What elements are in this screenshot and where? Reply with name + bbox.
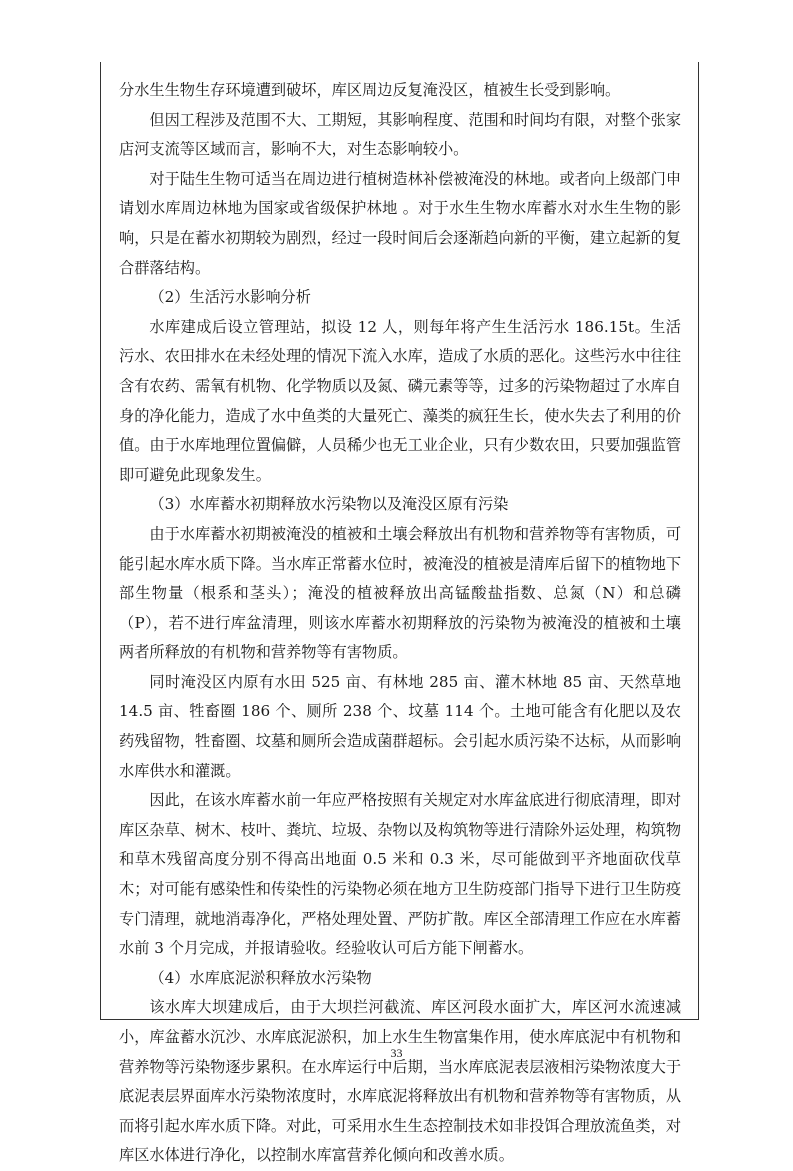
section-heading-sediment: （4）水库底泥淤积释放水污染物 [149,968,372,987]
paragraph-reservoir-cleanup: 因此，在该水库蓄水前一年应严格按照有关规定对水库盆底进行彻底清理，即对库区杂草、树木、枝叶、粪坑、垃圾、杂物以及构筑物等进行清除外运处理，构筑物和草木残留高度分别不得高出地面 0.5 米和 0.3 米，尽可能做到平齐地面砍伐草木；对可能有感染性和传染性的污染物必须在地方卫生防疫部门指导下进行卫生防疫专门清理，就地消毒净化，严格处理处置、严防扩散。库区全部清理工作应在水库蓄水前 3 个月完成，并报请验收。经验收认可后方能下闸蓄水。 [119,791,681,958]
paragraph-inundated-area: 同时淹没区内原有水田 525 亩、有林地 285 亩、灌木林地 85 亩、天然草地 14.5 亩、牲畜圈 186 个、厕所 238 个、坟墓 114 个。土地可能含有化肥以及农药残留物，牲畜圈、坟墓和厕所会造成菌群超标。会引起水质污染不达标，从而影响水库供水和灌溉。 [119,672,681,780]
paragraph-impact-scope: 但因工程涉及范围不大、工期短，其影响程度、范围和时间均有限，对整个张家店河支流等区域而言，影响不大，对生态影响较小。 [119,110,681,159]
paragraph-continuation: 分水生生物生存环境遭到破坏，库区周边反复淹没区，植被生长受到影响。 [119,81,621,99]
paragraph-initial-storage: 由于水库蓄水初期被淹没的植被和土壤会释放出有机物和营养物等有害物质，可能引起水库水质下降。当水库正常蓄水位时，被淹没的植被是清库后留下的植物地下部生物量（根系和茎头）；淹没的植被释放出高锰酸盐指数、总氮（N）和总磷（P），若不进行库盆清理，则该水库蓄水初期释放的污染物为被淹没的植被和土壤两者所释放的有机物和营养物等有害物质。 [119,524,681,662]
paragraph-domestic-sewage: 水库建成后设立管理站，拟设 12 人，则每年将产生生活污水 186.15t。生活污水、农田排水在未经处理的情况下流入水库，造成了水质的恶化。这些污水中往往含有农药、需氧有机物、化学物质以及氮、磷元素等等，过多的污染物超过了水库自身的净化能力，造成了水中鱼类的大量死亡、藻类的疯狂生长，使水失去了利用的价值。由于水库地理位置偏僻，人员稀少也无工业企业，只有少数农田，只要加强监管即可避免此现象发生。 [119,317,681,484]
section-heading-domestic-sewage: （2）生活污水影响分析 [149,288,311,307]
paragraph-terrestrial-aquatic: 对于陆生生物可适当在周边进行植树造林补偿被淹没的林地。或者向上级部门申请划水库周边林地为国家或省级保护林地 。对于水生生物水库蓄水对水生生物的影响，只是在蓄水初期较为剧烈，经过一段时间后会逐渐趋向新的平衡，建立起新的复合群落结构。 [119,169,681,277]
document-body [119,76,681,1171]
page-number: 33 [390,1046,403,1060]
paragraph-sediment: 该水库大坝建成后，由于大坝拦河截流、库区河段水面扩大，库区河水流速减小，库盆蓄水沉沙、水库底泥淤积，加上水生生物富集作用，使水库底泥中有机物和营养物等污染物逐步累积。在水库运行中后期，当水库底泥表层液相污染物浓度大于底泥表层界面库水污染物浓度时，水库底泥将释放出有机物和营养物等有害物质，从而将引起水库水质下降。对此，可采用水生生态控制技术如非投饵合理放流鱼类，对库区水体进行净化，以控制水库富营养化倾向和改善水质。 [119,998,681,1165]
section-heading-initial-storage: （3）水库蓄水初期释放水污染物以及淹没区原有污染 [149,495,509,514]
